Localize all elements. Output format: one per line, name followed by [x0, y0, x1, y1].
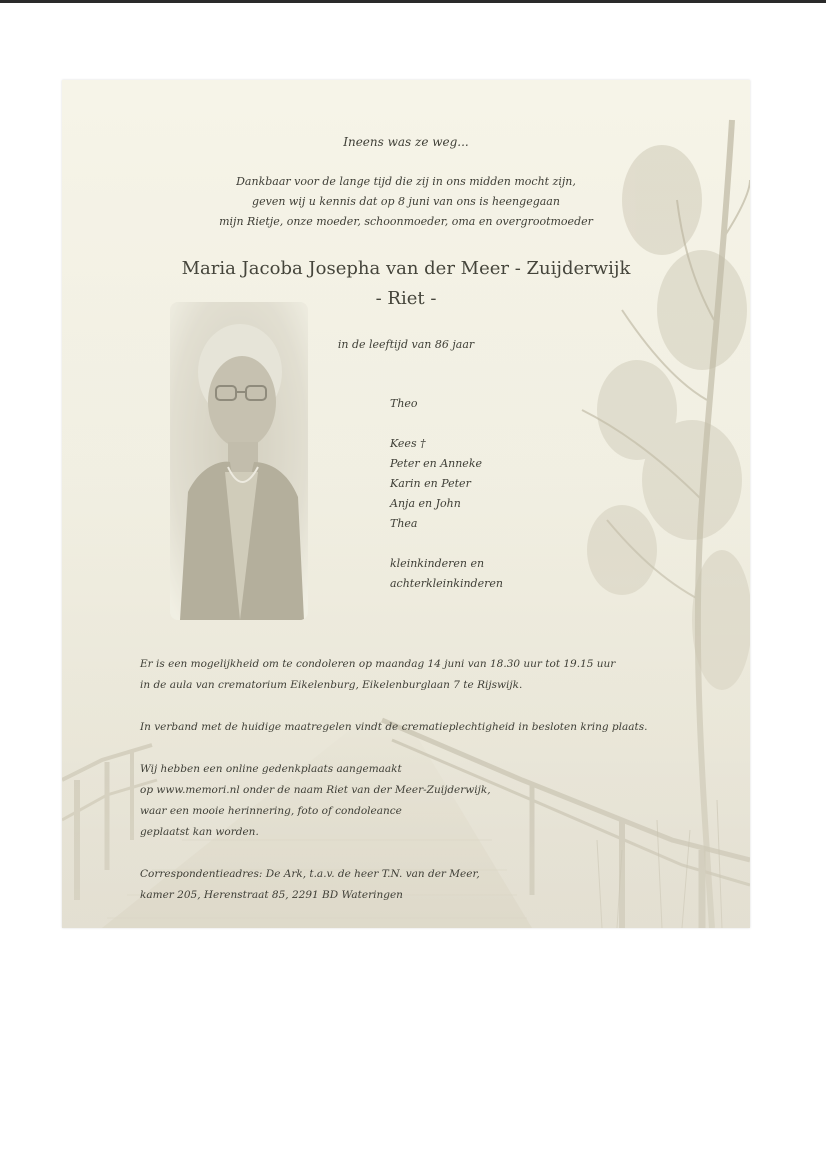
notice-section: [140, 654, 647, 927]
notice-line: op www.memori.nl onder de naam Riet van der Meer-Zuijderwijk,: [140, 784, 491, 796]
intro-text: [62, 172, 750, 232]
spouse-name: Theo: [390, 397, 418, 410]
child-name: Karin en Peter: [390, 477, 471, 490]
child-name: Kees †: [390, 437, 426, 450]
spacer: [390, 414, 503, 434]
notice-line: in de aula van crematorium Eikelenburg, Eikelenburglaan 7 te Rijswijk.: [140, 679, 523, 691]
address-paragraph: [140, 864, 647, 906]
intro-line: mijn Rietje, onze moeder, schoonmoeder, oma en overgrootmoeder: [219, 215, 593, 228]
intro-line: Dankbaar voor de lange tijd die zij in ons midden mocht zijn,: [236, 175, 576, 188]
age-line: in de leeftijd van 86 jaar: [337, 338, 475, 351]
online-memorial-paragraph: [140, 759, 647, 843]
notice-line: geplaatst kan worden.: [140, 826, 259, 838]
notice-line: Wij hebben een online gedenkplaats aangemaakt: [140, 763, 402, 775]
notice-line: Correspondentieadres: De Ark, t.a.v. de heer T.N. van der Meer,: [140, 868, 480, 880]
family-list: [390, 394, 503, 594]
notice-line: Er is een mogelijkheid om te condoleren op maandag 14 juni van 18.30 uur tot 19.15 uur: [140, 658, 616, 670]
obituary-card: [62, 80, 750, 928]
ceremony-paragraph: [140, 717, 647, 738]
scan-top-edge: [0, 0, 826, 3]
spacer: [390, 534, 503, 554]
child-name: Peter en Anneke: [390, 457, 482, 470]
deceased-nickname: - Riet -: [375, 288, 437, 309]
heading: Ineens was ze weg...: [343, 135, 469, 149]
child-name: Anja en John: [390, 497, 461, 510]
condolence-paragraph: [140, 654, 647, 696]
deceased-name: Maria Jacoba Josepha van der Meer - Zuijderwijk: [181, 258, 631, 279]
notice-line: kamer 205, Herenstraat 85, 2291 BD Wateringen: [140, 889, 403, 901]
grandchildren-line: kleinkinderen en: [390, 557, 485, 570]
child-name: Thea: [390, 517, 418, 530]
notice-line: In verband met de huidige maatregelen vindt de crematieplechtigheid in besloten kring plaats.: [140, 721, 648, 733]
notice-line: waar een mooie herinnering, foto of condoleance: [140, 805, 402, 817]
intro-line: geven wij u kennis dat op 8 juni van ons is heengegaan: [252, 195, 560, 208]
grandchildren-line: achterkleinkinderen: [390, 577, 503, 590]
